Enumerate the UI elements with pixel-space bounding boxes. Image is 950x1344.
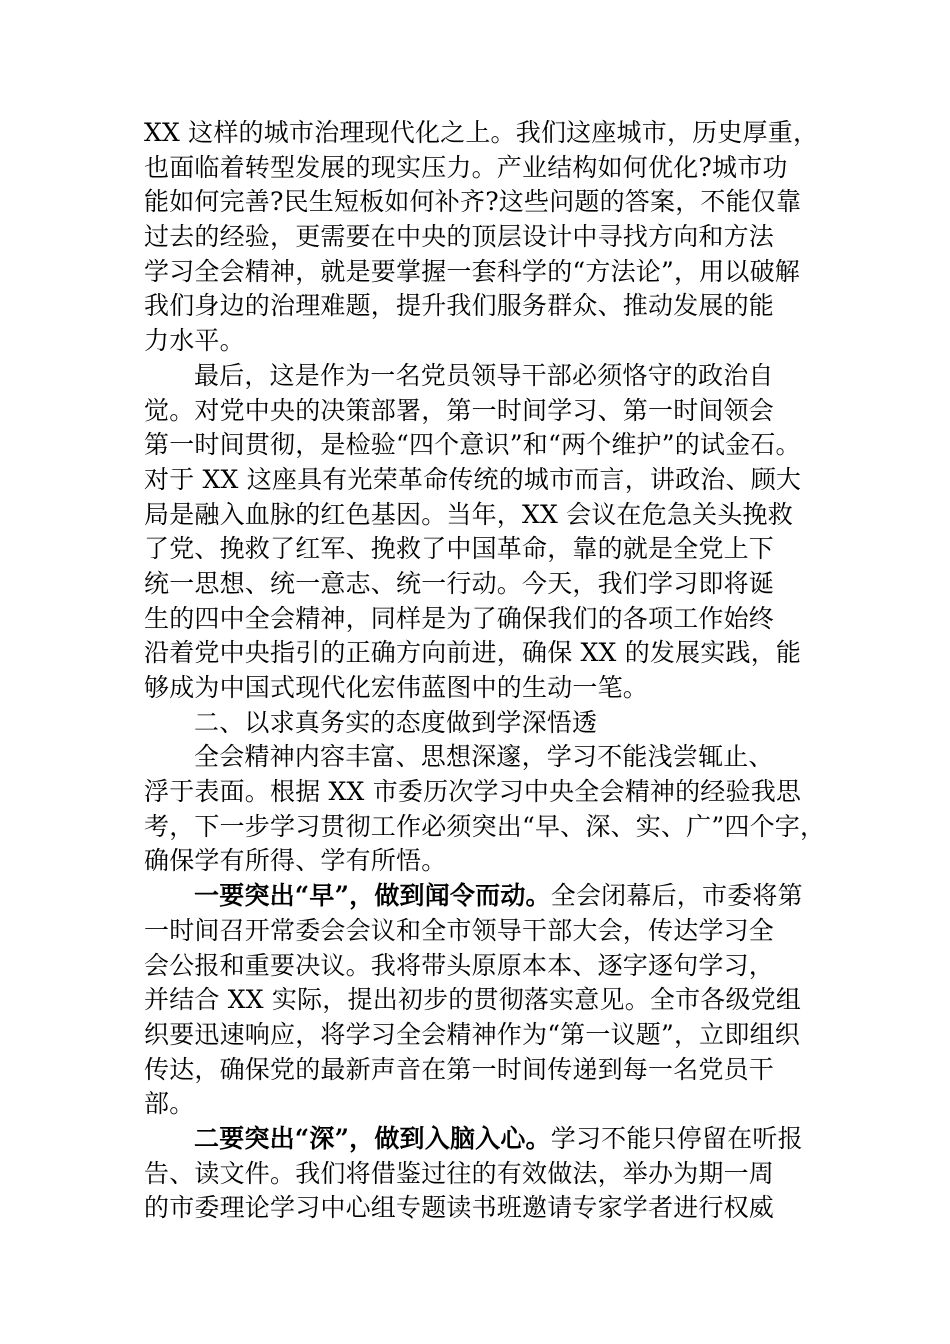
line-text: 并结合 XX 实际，提出初步的贯彻落实意见。全市各级党组 — [144, 985, 802, 1015]
line-text: 也面临着转型发展的现实压力。产业结构如何优化?城市功 — [144, 152, 788, 182]
text-line — [144, 185, 824, 220]
line-text: 传达，确保党的最新声音在第一时间传递到每一名党员干 — [144, 1054, 775, 1084]
text-line — [144, 706, 824, 741]
line-text: 确保学有所得、学有所悟。 — [144, 846, 447, 876]
text-line — [144, 602, 824, 637]
text-line — [144, 359, 824, 394]
text-line — [144, 1157, 824, 1192]
line-text: 沿着党中央指引的正确方向前进，确保 XX 的发展实践，能 — [144, 638, 802, 668]
text-line — [144, 220, 824, 255]
text-line — [144, 983, 824, 1018]
text-line — [144, 844, 824, 879]
text-line — [144, 1122, 824, 1157]
line-text: 觉。对党中央的决策部署，第一时间学习、第一时间领会 — [144, 395, 775, 425]
document-body — [144, 116, 824, 1226]
line-text: 生的四中全会精神，同样是为了确保我们的各项工作始终 — [144, 603, 775, 633]
text-line — [144, 116, 824, 151]
text-line — [144, 151, 824, 186]
line-text: 学习全会精神，就是要掌握一套科学的“方法论”，用以破解 — [144, 256, 800, 286]
text-line — [144, 1087, 824, 1122]
line-text: 考，下一步学习贯彻工作必须突出“早、深、实、广”四个字， — [144, 811, 826, 841]
line-text: 第一时间贯彻，是检验“四个意识”和“两个维护”的试金石。 — [144, 430, 801, 460]
text-line — [144, 810, 824, 845]
text-line — [144, 1018, 824, 1053]
line-text: 够成为中国式现代化宏伟蓝图中的生动一笔。 — [144, 673, 649, 702]
text-line — [144, 289, 824, 324]
text-line — [144, 567, 824, 602]
text-line — [144, 532, 824, 567]
text-line — [144, 394, 824, 429]
line-text: 的市委理论学习中心组专题读书班邀请专家学者进行权威 — [144, 1193, 775, 1223]
text-line — [144, 255, 824, 290]
text-line — [144, 914, 824, 949]
line-text: 力水平。 — [144, 326, 245, 356]
line-text: 全会精神内容丰富、思想深邃，学习不能浅尝辄止、 — [194, 742, 774, 772]
line-text: 会公报和重要决议。我将带头原原本本、逐字逐句学习， — [144, 950, 775, 980]
line-text: 全会闭幕后，市委将第 — [550, 881, 803, 911]
line-text: 局是融入血脉的红色基因。当年，XX 会议在危急关头挽救 — [144, 499, 793, 529]
text-line — [144, 1191, 824, 1226]
line-text: 告、读文件。我们将借鉴过往的有效做法，举办为期一周 — [144, 1158, 775, 1188]
text-line — [144, 1053, 824, 1088]
line-text: 学习不能只停留在听报 — [550, 1123, 803, 1153]
line-text: 了党、挽救了红军、挽救了中国革命，靠的就是全党上下 — [144, 534, 775, 564]
bold-lead-phrase: 二要突出“深”，做到入脑入心。 — [194, 1123, 551, 1153]
line-text: 我们身边的治理难题，提升我们服务群众、推动发展的能 — [144, 291, 775, 321]
line-text: 对于 XX 这座具有光荣革命传统的城市而言，讲政治、顾大 — [144, 464, 802, 494]
text-line — [144, 498, 824, 533]
line-text: 部。 — [144, 1089, 195, 1119]
line-text: 浮于表面。根据 XX 市委历次学习中央全会精神的经验我思 — [144, 777, 802, 807]
line-text: XX 这样的城市治理现代化之上。我们这座城市，历史厚重， — [144, 118, 819, 147]
bold-lead-phrase: 一要突出“早”，做到闻令而动。 — [194, 881, 551, 911]
text-line — [144, 324, 824, 359]
line-text: 统一思想、统一意志、统一行动。今天，我们学习即将诞 — [144, 568, 775, 598]
line-text: 最后，这是作为一名党员领导干部必须恪守的政治自 — [194, 360, 774, 390]
line-text: 能如何完善?民生短板如何补齐?这些问题的答案，不能仅靠 — [144, 187, 802, 217]
text-line — [144, 879, 824, 914]
text-line — [144, 636, 824, 671]
text-line — [144, 740, 824, 775]
line-text: 过去的经验，更需要在中央的顶层设计中寻找方向和方法 — [144, 222, 775, 252]
text-line — [144, 775, 824, 810]
line-text: 织要迅速响应，将学习全会精神作为“第一议题”，立即组织 — [144, 1019, 800, 1049]
text-line — [144, 428, 824, 463]
text-line — [144, 671, 824, 706]
line-text: 一时间召开常委会会议和全市领导干部大会，传达学习全 — [144, 915, 775, 945]
text-line — [144, 463, 824, 498]
line-text: 二、以求真务实的态度做到学深悟透 — [194, 707, 598, 737]
text-line — [144, 949, 824, 984]
